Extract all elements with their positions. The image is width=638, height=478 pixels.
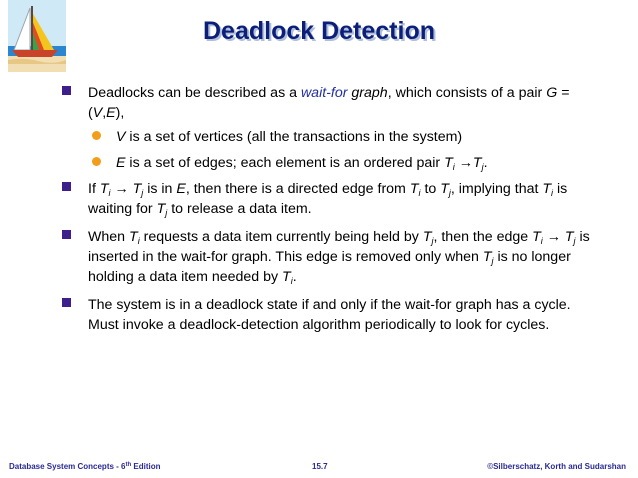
square-bullet-icon <box>62 298 71 307</box>
bullet-deadlock-state <box>62 295 602 335</box>
bullet-text: When $T_i$ requests a data item currently being held by $T_j$, then the edge $T_i \to T_j$ is inserted in the wait-for graph. This edge is removed only when $T_j$ is no longer holding a data item needed by $T_i$. <box>88 229 590 286</box>
round-bullet-icon <box>92 131 101 140</box>
bullet-text: If $T_i \to T_j$ is in E, then there is a directed edge from $T_i$ to $T_j$, implying that $T_i$ is waiting for $T_j$ to release a data item. <box>88 181 568 218</box>
footer <box>0 462 638 476</box>
subbullet-vertices <box>62 127 602 147</box>
round-bullet-icon <box>92 157 101 166</box>
bullet-text: Deadlocks can be described as a wait-for graph, which consists of a pair G = (V,E), <box>88 85 570 121</box>
slide-title: Deadlock Detection <box>202 17 435 45</box>
page-number: 15.7 <box>312 462 328 471</box>
square-bullet-icon <box>62 230 71 239</box>
slide-content <box>62 83 602 343</box>
square-bullet-icon <box>62 182 71 191</box>
subbullet-list <box>62 127 602 173</box>
footer-copyright: ©Silberschatz, Korth and Sudarshan <box>487 462 626 471</box>
bullet-directed-edge <box>62 179 602 219</box>
subbullet-text: V is a set of vertices (all the transactions in the system) <box>116 129 463 145</box>
subbullet-edges <box>62 153 602 173</box>
bullet-edge-insertion <box>62 227 602 287</box>
square-bullet-icon <box>62 86 71 95</box>
subbullet-text: E is a set of edges; each element is an ordered pair $T_i \to T_j$. <box>116 155 488 172</box>
bullet-wait-for-graph <box>62 83 602 123</box>
bullet-text: The system is in a deadlock state if and only if the wait-for graph has a cycle. Must invoke a deadlock-detection algorithm periodically to look for cycles. <box>88 297 571 333</box>
footer-book-title: Database System Concepts - 6th Edition <box>9 462 161 471</box>
